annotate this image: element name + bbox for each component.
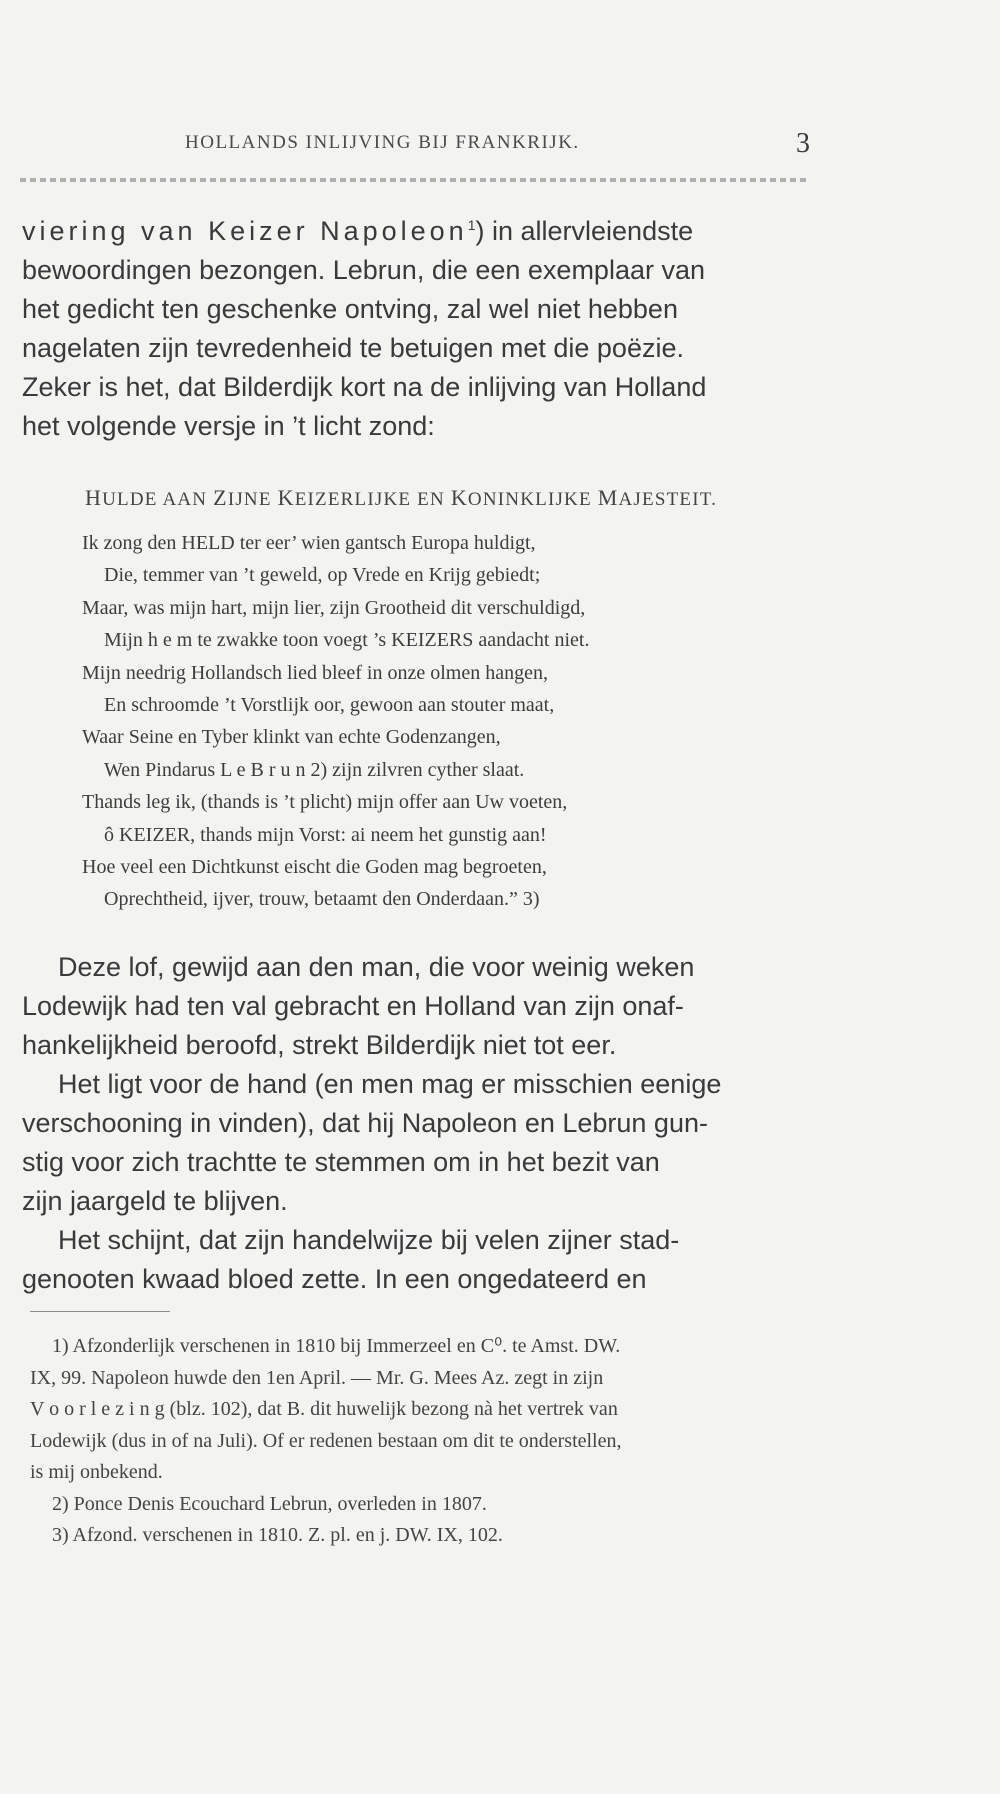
footnote-line: 1) Afzonderlijk verschenen in 1810 bij Immerzeel en C⁰. te Amst. DW. xyxy=(52,1335,621,1357)
text-segment: ) in allervleiendste xyxy=(475,216,694,246)
footnote-3: 3) Afzond. verschenen in 1810. Z. pl. en j. DW. IX, 102. xyxy=(52,1524,503,1546)
title-part: EIZERLIJKE EN xyxy=(294,489,451,510)
poem-title xyxy=(85,485,717,511)
title-part: ULDE AAN xyxy=(102,489,214,510)
poem-line: Waar Seine en Tyber klinkt van echte Godenzangen, xyxy=(82,726,501,749)
title-part: M xyxy=(597,485,619,510)
poem xyxy=(82,527,802,916)
text-line xyxy=(22,212,817,251)
poem-line: Mijn h e m te zwakke toon voegt ’s KEIZERS aandacht niet. xyxy=(104,629,590,652)
title-part: Z xyxy=(213,485,228,510)
text-line: Deze lof, gewijd aan den man, die voor weinig weken xyxy=(58,952,695,982)
text-line: het volgende versje in ’t licht zond: xyxy=(22,411,435,441)
footnote-rule xyxy=(30,1311,170,1312)
footnote-line: V o o r l e z i n g (blz. 102), dat B. dit huwelijk bezong nà het vertrek van xyxy=(30,1398,618,1420)
poem-line: ô KEIZER, thands mijn Vorst: ai neem het gunstig aan! xyxy=(104,823,547,846)
footnote-ref: 1 xyxy=(467,217,476,233)
text-line: stig voor zich trachtte te stemmen om in het bezit van xyxy=(22,1147,660,1177)
title-part: H xyxy=(85,485,103,510)
poem-line: Die, temmer van ’t geweld, op Vrede en Krijg gebiedt; xyxy=(104,564,541,587)
poem-line: Hoe veel een Dichtkunst eischt die Goden mag begroeten, xyxy=(82,856,547,879)
footnote-2: 2) Ponce Denis Ecouchard Lebrun, overleden in 1807. xyxy=(52,1492,487,1515)
page-number: 3 xyxy=(796,128,810,159)
footnote-line: IX, 99. Napoleon huwde den 1en April. — Mr. G. Mees Az. zegt in zijn xyxy=(30,1366,604,1389)
title-part: K xyxy=(450,485,468,510)
text-line: Het schijnt, dat zijn handelwijze bij velen zijner stad- xyxy=(58,1225,680,1255)
title-part: AJESTEIT. xyxy=(618,489,718,510)
header-rule xyxy=(20,178,810,182)
text-line: hankelijkheid beroofd, strekt Bilderdijk niet tot eer. xyxy=(22,1030,617,1060)
poem-line: En schroomde ’t Vorstlijk oor, gewoon aan stouter maat, xyxy=(104,694,555,717)
text-line: nagelaten zijn tevredenheid te betuigen met die poëzie. xyxy=(22,333,684,363)
footnote-line: is mij onbekend. xyxy=(30,1461,163,1483)
title-part: IJNE xyxy=(227,489,278,510)
poem-line: Mijn needrig Hollandsch lied bleef in onze olmen hangen, xyxy=(82,661,548,684)
text-line: het gedicht ten geschenke ontving, zal wel niet hebben xyxy=(22,294,678,324)
poem-line: Thands leg ik, (thands is ’t plicht) mijn offer aan Uw voeten, xyxy=(82,791,568,814)
text-line: genooten kwaad bloed zette. In een ongedateerd en xyxy=(22,1264,647,1294)
text-segment: viering van Keizer Napoleon xyxy=(22,216,468,246)
poem-line: Wen Pindarus L e B r u n 2) zijn zilvren cyther slaat. xyxy=(104,758,525,781)
paragraph-1 xyxy=(22,212,817,446)
text-line: Lodewijk had ten val gebracht en Holland van zijn onaf- xyxy=(22,991,684,1021)
running-header-title: HOLLANDS INLIJVING BIJ FRANKRIJK. xyxy=(185,132,580,153)
text-line: bewoordingen bezongen. Lebrun, die een exemplaar van xyxy=(22,255,706,285)
paragraph-2-4 xyxy=(22,948,822,1299)
text-line: verschooning in vinden), dat hij Napoleon en Lebrun gun- xyxy=(22,1108,708,1138)
footnote-line: Lodewijk (dus in of na Juli). Of er redenen bestaan om dit te onderstellen, xyxy=(30,1429,622,1452)
text-line: Zeker is het, dat Bilderdijk kort na de inlijving van Holland xyxy=(22,372,707,402)
poem-line: Ik zong den HELD ter eer’ wien gantsch Europa huldigt, xyxy=(82,532,536,554)
text-line: Het ligt voor de hand (en men mag er misschien eenige xyxy=(58,1069,722,1099)
poem-line: Maar, was mijn hart, mijn lier, zijn Grootheid dit verschuldigd, xyxy=(82,596,586,619)
poem-line: Oprechtheid, ijver, trouw, betaamt den Onderdaan.” 3) xyxy=(104,888,540,911)
title-part: ONINKLIJKE xyxy=(467,489,598,510)
footnotes xyxy=(30,1331,830,1552)
text-line: zijn jaargeld te blijven. xyxy=(22,1186,288,1216)
title-part: K xyxy=(277,485,295,510)
